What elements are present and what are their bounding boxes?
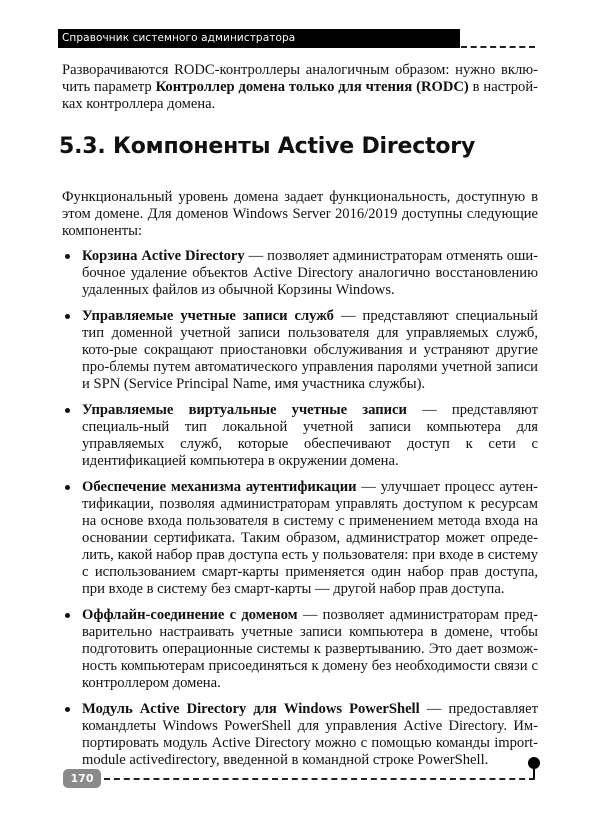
- page-content: [59, 62, 539, 778]
- list-item: Корзина Active Directory — позволяет администраторам отменять оши-бочное удаление объектов Active Directory аналогично восстановлению удаленных файлов из обычной Корзины Windows.: [62, 248, 538, 299]
- list-item: Управляемые виртуальные учетные записи — представляют специаль-ный тип локальной учетной записи компьютера для управляемых служб, которые обеспечивают доступ к сети с идентификацией компьютера в окружении домена.: [62, 402, 538, 470]
- section-heading: 5.3. Компоненты Active Directory: [59, 134, 476, 159]
- list-item: Управляемые учетные записи служб — представляют специальный тип доменной учетной записи пользователя для управляемых служб, кото-рые сокращают приостановки обслуживания и устраняют другие про-блемы путем автоматического управления паролями учетной записи и SPN (Service Principal Name, имя участника службы).: [62, 308, 538, 393]
- running-header: [58, 29, 460, 48]
- list-item: Оффлайн-соединение с доменом — позволяет администраторам пред-варительно настраивать учетные записи компьютера в домене, чтобы подготовить операционные системы к развертыванию. Это дает возмож-ность компьютерам присоединяться к домену без необходимости связи с контроллером домена.: [62, 607, 538, 692]
- pin-stem-icon: [533, 767, 535, 778]
- running-header-title: Справочник системного администратора: [62, 32, 296, 44]
- section-lead-paragraph: Функциональный уровень домена задает функциональность, доступную в этом домене. Для доменов Windows Server 2016/2019 доступны следующие компоненты:: [62, 189, 538, 239]
- list-item: Модуль Active Directory для Windows PowerShell — предоставляет командлеты Windows PowerShell для управления Active Directory. Им-портировать модуль Active Directory можно с помощью команды import-module activedirectory, введенной в командной строке PowerShell.: [62, 701, 538, 769]
- intro-paragraph: Разворачиваются RODC-контроллеры аналогичным образом: нужно вклю-чить параметр Контроллер домена только для чтения (RODC) в настрой-ках контроллера домена.: [62, 62, 538, 112]
- bullet-icon: [65, 408, 70, 413]
- components-list: [62, 248, 538, 769]
- running-header-dashed-rule: [461, 46, 535, 48]
- rodc-option-label: Контроллер домена только для чтения (RODC): [155, 79, 469, 95]
- page-number-badge: 170: [63, 769, 101, 788]
- bullet-icon: [65, 707, 70, 712]
- bullet-icon: [65, 254, 70, 259]
- bullet-icon: [65, 613, 70, 618]
- bullet-icon: [65, 485, 70, 490]
- footer-dashed-rule: [104, 778, 535, 780]
- bullet-icon: [65, 314, 70, 319]
- list-item: Обеспечение механизма аутентификации — улучшает процесс аутен-тификации, позволяя администраторам управлять доступом к ресурсам на основе входа пользователя в систему с применением метода входа на основании сертификата. Таким образом, администратор может опреде-лить, какой набор прав доступа есть у пользователя: при входе в систему с использованием смарт-карты применяется один набор прав доступа, при входе в систему без смарт-карты — другой набор прав доступа.: [62, 479, 538, 598]
